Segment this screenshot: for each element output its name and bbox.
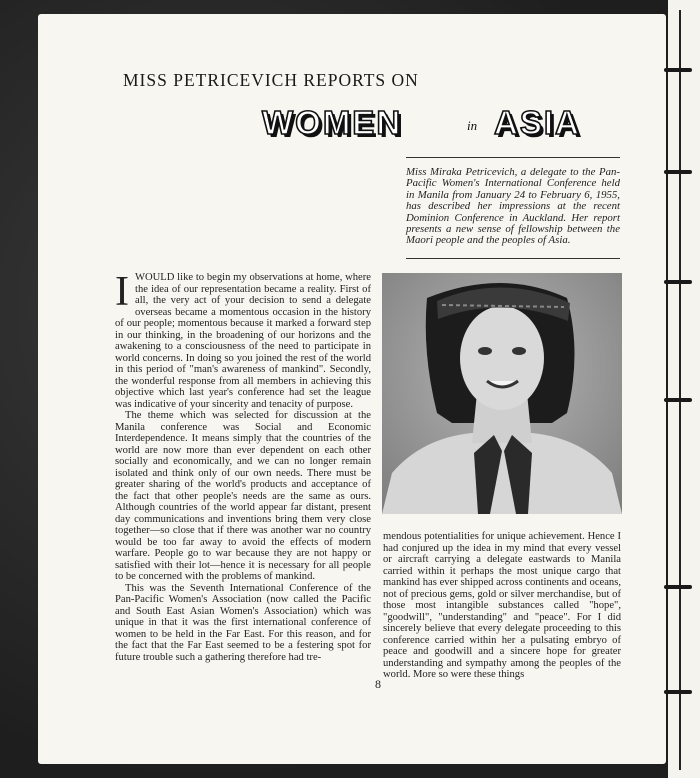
binding-edge — [668, 0, 700, 778]
paragraph-4: mendous potentialities for unique achievement. Hence I had conjured up the idea in my mind that every vessel or aircraft carrying a delegate eastwards to Manila carried within it perhaps the most unique cargo that mankind has ever shipped across continents and oceans, not of precious gems, gold or silver merchandise, but of those most intangible substances called "hope", "goodwill", "understanding" and "peace". For I did sincerely believe that every delegate proceeding to this conference carried within her a pulsating embryo of peace and goodwill and a sincere hope for greater understanding and sympathy among the peoples of the world. More so were these things — [383, 531, 621, 680]
binding-stitch — [664, 280, 692, 284]
title-word-women: WOMEN — [262, 104, 403, 141]
intro-bottom-rule — [406, 258, 620, 259]
paragraph-2: The theme which was selected for discussion at the Manila conference was Social and Economic Interdependence. It means simply that the countries of the world are now more than ever dependent on each other socially and economically, and we can no longer remain isolated and think only of our own needs. There must be greater sharing of the world's products and acceptance of the fact that other people's needs are the same as ours. Although countries of the world appear far distant, present day communications and inventions bring them very close together—so close that if there was another war no country would be too far away to avoid the effects of modern warfare. People go to war because they are not happy or satisfied with their lot—hence it is necessary for all people to be concerned with the problems of mankind. — [115, 410, 371, 582]
page-number: 8 — [375, 677, 381, 691]
left-column — [115, 269, 371, 663]
right-column — [383, 531, 621, 681]
title-word-in: in — [467, 118, 478, 133]
paragraph-3: This was the Seventh International Conference of the Pan-Pacific Women's Association (now called the Pacific and South East Asian Women's Association) which was unique in that it was the first international conference of women to be held in the Far East. For this reason, and for the fact that the Far East seemed to be a festering spot for future trouble such a gathering therefore had tre- — [115, 582, 371, 663]
binding-stitch — [664, 398, 692, 402]
article-kicker: MISS PETRICEVICH REPORTS ON — [123, 70, 419, 90]
portrait-photo — [382, 273, 622, 514]
binding-stitch — [664, 690, 692, 694]
binding-stitch — [664, 68, 692, 72]
paragraph-1 — [115, 269, 371, 410]
drop-cap: I — [115, 269, 129, 315]
binding-stitch — [664, 585, 692, 589]
intro-standfirst: Miss Miraka Petricevich, a delegate to the Pan-Pacific Women's International Conference held in Manila from January 24 to February 6, 1955, has described her impressions at the recent Dominion Conference in Auckland. Her report presents a new sense of fellowship between the Maori people and the peoples of Asia. — [406, 166, 620, 247]
paragraph-1-text: WOULD like to begin my observations at home, where the idea of our representation became a reality. First of all, the very act of your decision to send a delegate overseas became a momentous occasion in the history of our people; momentous because it marked a forward step in our thinking, in the broadening of our horizons and the awakening to a consciousness of the need to participate in world concerns. In doing so you joined the rest of the world in this period of "man's awareness of mankind". Secondly, the wonderful response from all members in achieving this objective which last year's conference had set the league was indicative of your sincerity and tenacity of purpose. — [115, 272, 371, 410]
title-word-asia: ASIA — [494, 104, 581, 141]
binding-stitch — [664, 170, 692, 174]
binding-line — [679, 10, 681, 770]
portrait-illustration — [382, 273, 622, 514]
intro-top-rule — [406, 157, 620, 158]
